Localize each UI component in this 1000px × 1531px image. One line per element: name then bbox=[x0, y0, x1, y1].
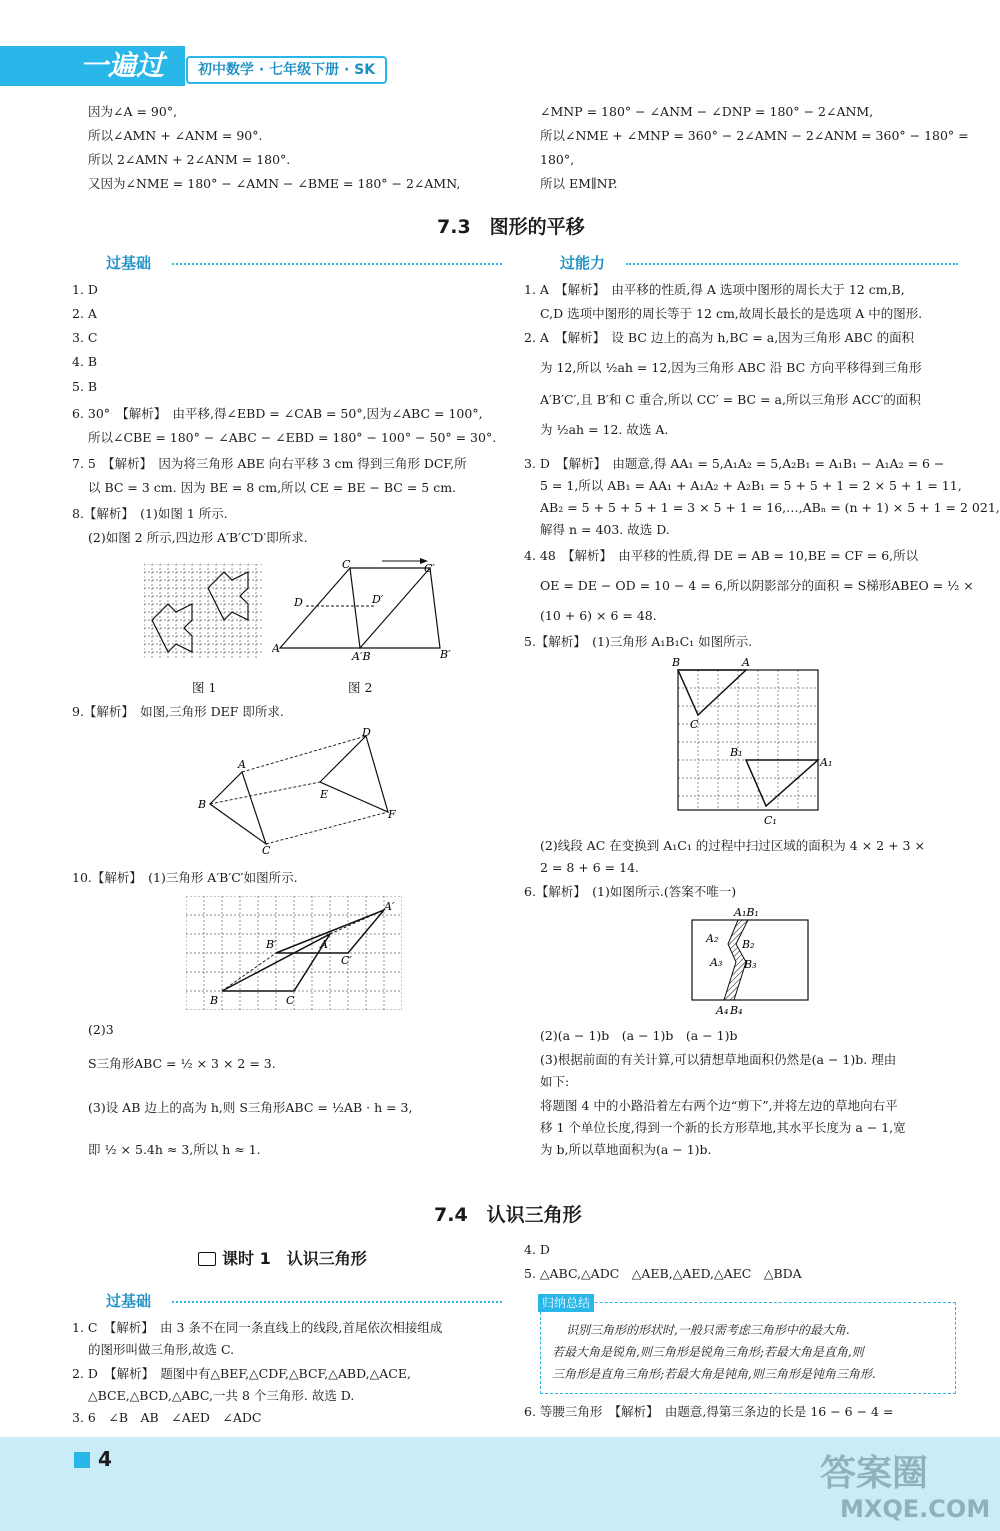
answer-8-line-1: 8.【解析】 (1)如图 1 所示. bbox=[72, 506, 228, 521]
svg-text:B′: B′ bbox=[440, 648, 451, 661]
summary-tag: 归纳总结 bbox=[538, 1294, 594, 1312]
answer-6-line-2: 所以∠CBE = 180° − ∠ABC − ∠EBD = 180° − 100° − 50° = 30°. bbox=[88, 430, 497, 445]
summary-line-3: 三角形是直角三角形;若最大角是钝角,则三角形是钝角三角形. bbox=[552, 1367, 876, 1381]
svg-text:C: C bbox=[690, 718, 699, 731]
svg-text:B: B bbox=[672, 656, 681, 669]
answer-6-line-1: 6. 30° 【解析】 由平移,得∠EBD = ∠CAB = 50°,因为∠ABC = 100°, bbox=[72, 406, 483, 421]
svg-text:C₁: C₁ bbox=[764, 814, 777, 827]
svg-text:A₃: A₃ bbox=[710, 956, 723, 969]
answer-7-line-1: 7. 5 【解析】 因为将三角形 ABE 向右平移 3 cm 得到三角形 DCF,所 bbox=[72, 456, 467, 471]
svg-text:A₄: A₄ bbox=[716, 1004, 729, 1017]
tri-answer-5: 5. △ABC,△ADC △AEB,△AED,△AEC △BDA bbox=[524, 1266, 802, 1281]
ability-2-line-3: A′B′C′,且 B′和 C 重合,所以 CC′ = BC = a,所以三角形 ACC′的面积 bbox=[540, 392, 921, 407]
answer-10-line-4: (3)设 AB 边上的高为 h,则 S三角形ABC = ½AB · h = 3, bbox=[88, 1100, 413, 1115]
ability-4-line-1: 4. 48 【解析】 由平移的性质,得 DE = AB = 10,BE = CF = 6,所以 bbox=[524, 548, 919, 563]
section-title-7-3: 7.3 图形的平移 bbox=[437, 216, 585, 238]
ability-6-line-2: (2)(a − 1)b (a − 1)b (a − 1)b bbox=[540, 1028, 738, 1043]
svg-text:D′: D′ bbox=[372, 593, 384, 606]
heading-basic-7-4: 过基础 bbox=[106, 1292, 152, 1310]
ability-6-line-5: 将题图 4 中的小路沿着左右两个边“剪下”,并将左边的草地向右平 bbox=[540, 1098, 898, 1113]
svg-text:A: A bbox=[320, 938, 328, 951]
answer-5: 5. B bbox=[72, 379, 98, 394]
tri-answer-1-line-2: 的图形叫做三角形,故选 C. bbox=[88, 1342, 235, 1357]
svg-text:C: C bbox=[286, 994, 295, 1007]
svg-text:C′: C′ bbox=[424, 562, 435, 575]
svg-text:C: C bbox=[262, 844, 271, 856]
brand-logo: 一遍过 bbox=[0, 46, 185, 86]
answer-10-line-2: (2)3 bbox=[88, 1022, 114, 1037]
answer-8-line-2: (2)如图 2 所示,四边形 A′B′C′D′即所求. bbox=[88, 530, 308, 545]
ability-4-line-3: (10 + 6) × 6 = 48. bbox=[540, 608, 657, 623]
ability-2-line-2: 为 12,所以 ½ah = 12,因为三角形 ABC 沿 BC 方向平移得到三角形 bbox=[540, 360, 922, 375]
svg-text:A: A bbox=[742, 656, 750, 669]
svg-text:C′: C′ bbox=[341, 954, 352, 967]
ability-3-line-4: 解得 n = 403. 故选 D. bbox=[540, 522, 670, 537]
svg-text:A₁B₁: A₁B₁ bbox=[734, 906, 759, 919]
answer-10-line-5: 即 ½ × 5.4h ≈ 3,所以 h ≈ 1. bbox=[88, 1142, 261, 1157]
ability-1-line-1: 1. A 【解析】 由平移的性质,得 A 选项中图形的周长大于 12 cm,B, bbox=[524, 282, 905, 297]
figure-ability-6-diagram bbox=[690, 904, 812, 1018]
ability-6-line-1: 6.【解析】 (1)如图所示.(答案不唯一) bbox=[524, 884, 737, 899]
heading-ability: 过能力 bbox=[560, 254, 606, 272]
figure-2-caption: 图 2 bbox=[348, 680, 373, 695]
heading-basic: 过基础 bbox=[106, 254, 152, 272]
tri-answer-2-line-2: △BCE,△BCD,△ABC,一共 8 个三角形. 故选 D. bbox=[88, 1388, 355, 1403]
page-marker bbox=[74, 1452, 90, 1468]
ability-6-line-4: 如下: bbox=[540, 1074, 570, 1089]
answer-1: 1. D bbox=[72, 282, 98, 297]
ability-5-line-1: 5.【解析】 (1)三角形 A₁B₁C₁ 如图所示. bbox=[524, 634, 753, 649]
tri-answer-1-line-1: 1. C 【解析】 由 3 条不在同一条直线上的线段,首尾依次相接组成 bbox=[72, 1320, 443, 1335]
lesson-title: 课时 1 认识三角形 bbox=[222, 1249, 367, 1268]
tri-answer-2-line-1: 2. D 【解析】 题图中有△BEF,△CDF,△BCF,△ABD,△ACE, bbox=[72, 1366, 411, 1381]
heading-basic-7-4-rule bbox=[172, 1301, 502, 1303]
ability-5-line-2: (2)线段 AC 在变换到 A₁C₁ 的过程中扫过区域的面积为 4 × 2 + 3 × bbox=[540, 838, 925, 853]
ability-6-line-6: 移 1 个单位长度,得到一个新的长方形草地,其水平长度为 a − 1,宽 bbox=[540, 1120, 906, 1135]
svg-text:F: F bbox=[388, 808, 396, 821]
tri-answer-4: 4. D bbox=[524, 1242, 550, 1257]
ability-5-line-3: 2 = 8 + 6 = 14. bbox=[540, 860, 639, 875]
ability-6-line-7: 为 b,所以草地面积为(a − 1)b. bbox=[540, 1142, 712, 1157]
svg-text:A₁: A₁ bbox=[820, 756, 833, 769]
figure-9-diagram bbox=[190, 726, 410, 856]
tri-answer-3: 3. 6 ∠B AB ∠AED ∠ADC bbox=[72, 1410, 262, 1425]
top-left-line-3: 所以 2∠AMN + 2∠ANM = 180°. bbox=[88, 152, 291, 167]
tri-answer-6: 6. 等腰三角形 【解析】 由题意,得第三条边的长是 16 − 6 − 4 = bbox=[524, 1404, 894, 1419]
top-left-line-4: 又因为∠NME = 180° − ∠AMN − ∠BME = 180° − 2∠AMN, bbox=[88, 176, 461, 191]
heading-basic-rule bbox=[172, 263, 502, 265]
lesson-icon bbox=[198, 1252, 216, 1266]
watermark-url: MXQE.COM bbox=[840, 1495, 991, 1523]
svg-text:B₁: B₁ bbox=[730, 746, 743, 759]
top-right-line-3: 180°, bbox=[540, 152, 575, 167]
ability-2-line-1: 2. A 【解析】 设 BC 边上的高为 h,BC = a,因为三角形 ABC 的面积 bbox=[524, 330, 915, 345]
ability-3-line-3: AB₂ = 5 + 5 + 5 + 1 = 3 × 5 + 1 = 16,…,ABₙ = (n + 1) × 5 + 1 = 2 021, bbox=[540, 500, 1000, 515]
watermark-logo: 答案圈 bbox=[820, 1453, 929, 1494]
ability-3-line-2: 5 = 1,所以 AB₁ = AA₁ + A₁A₂ + A₂B₁ = 5 + 5 + 1 = 2 × 5 + 1 = 11, bbox=[540, 478, 962, 493]
svg-text:B: B bbox=[210, 994, 219, 1007]
ability-3-line-1: 3. D 【解析】 由题意,得 AA₁ = 5,A₁A₂ = 5,A₂B₁ = A₁B₁ − A₁A₂ = 6 − bbox=[524, 456, 945, 471]
answer-2: 2. A bbox=[72, 306, 97, 321]
svg-text:C: C bbox=[342, 558, 351, 571]
answer-10-line-1: 10.【解析】 (1)三角形 A′B′C′如图所示. bbox=[72, 870, 298, 885]
answer-3: 3. C bbox=[72, 330, 98, 345]
svg-text:B′: B′ bbox=[266, 938, 277, 951]
figure-1-grid bbox=[144, 564, 264, 660]
svg-text:B₄: B₄ bbox=[730, 1004, 743, 1017]
figure-1-caption: 图 1 bbox=[192, 680, 217, 695]
figure-10-grid bbox=[186, 896, 402, 1010]
svg-text:A′: A′ bbox=[384, 900, 395, 913]
page-number: 4 bbox=[98, 1447, 112, 1471]
top-right-line-4: 所以 EM∥NP. bbox=[540, 176, 618, 191]
svg-text:A₂: A₂ bbox=[706, 932, 719, 945]
top-left-line-1: 因为∠A = 90°, bbox=[88, 104, 178, 119]
svg-text:D: D bbox=[362, 726, 371, 739]
svg-text:B: B bbox=[198, 798, 207, 811]
svg-text:A: A bbox=[238, 758, 246, 771]
book-tag: 初中数学 · 七年级下册 · SK bbox=[186, 56, 387, 84]
figure-2-diagram bbox=[272, 556, 462, 666]
figure-ability-5-grid bbox=[664, 652, 840, 828]
ability-6-line-3: (3)根据前面的有关计算,可以猜想草地面积仍然是(a − 1)b. 理由 bbox=[540, 1052, 897, 1067]
ability-2-line-4: 为 ½ah = 12. 故选 A. bbox=[540, 422, 669, 437]
top-left-line-2: 所以∠AMN + ∠ANM = 90°. bbox=[88, 128, 263, 143]
answer-10-line-3: S三角形ABC = ½ × 3 × 2 = 3. bbox=[88, 1056, 276, 1071]
section-title-7-4: 7.4 认识三角形 bbox=[434, 1204, 582, 1226]
answer-4: 4. B bbox=[72, 354, 98, 369]
top-right-line-2: 所以∠NME + ∠MNP = 360° − 2∠AMN − 2∠ANM = 360° − 180° = bbox=[540, 128, 969, 143]
summary-line-2: 若最大角是锐角,则三角形是锐角三角形;若最大角是直角,则 bbox=[552, 1345, 864, 1359]
top-right-line-1: ∠MNP = 180° − ∠ANM − ∠DNP = 180° − 2∠ANM, bbox=[540, 104, 874, 119]
svg-text:E: E bbox=[320, 788, 329, 801]
svg-text:B₃: B₃ bbox=[744, 958, 757, 971]
heading-ability-rule bbox=[626, 263, 958, 265]
svg-text:B₂: B₂ bbox=[742, 938, 755, 951]
ability-4-line-2: OE = DE − OD = 10 − 4 = 6,所以阴影部分的面积 = S梯形ABEO = ½ × bbox=[540, 578, 974, 593]
svg-text:D: D bbox=[294, 596, 303, 609]
answer-9: 9.【解析】 如图,三角形 DEF 即所求. bbox=[72, 704, 284, 719]
answer-7-line-2: 以 BC = 3 cm. 因为 BE = 8 cm,所以 CE = BE − BC = 5 cm. bbox=[88, 480, 457, 495]
ability-1-line-2: C,D 选项中图形的周长等于 12 cm,故周长最长的是选项 A 中的图形. bbox=[540, 306, 923, 321]
summary-line-1: 识别三角形的形状时,一般只需考虑三角形中的最大角. bbox=[566, 1323, 850, 1337]
svg-text:A: A bbox=[272, 642, 280, 655]
svg-text:A′B: A′B bbox=[352, 650, 371, 663]
